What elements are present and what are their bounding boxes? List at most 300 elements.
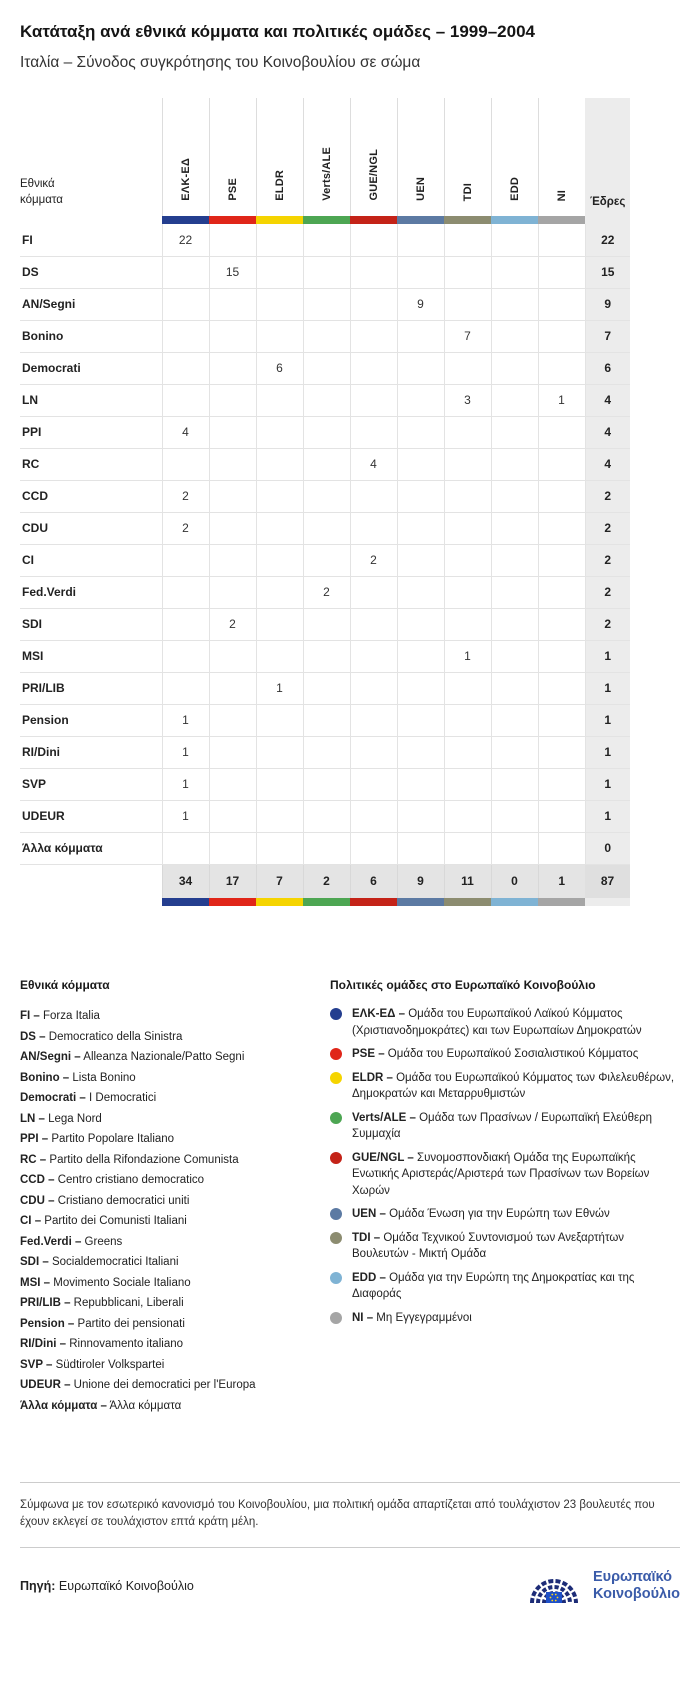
column-total-cell: 0 <box>491 864 538 898</box>
party-abbr: Bonino – <box>20 1071 70 1084</box>
legend-section <box>20 978 680 1416</box>
column-total-cell: 6 <box>350 864 397 898</box>
seat-count-cell <box>303 704 350 736</box>
source-value: Ευρωπαϊκό Κοινοβούλιο <box>55 1579 194 1593</box>
party-name-cell: Pension <box>20 704 162 736</box>
seat-count-cell: 4 <box>350 448 397 480</box>
seat-count-cell <box>303 544 350 576</box>
group-legend-item <box>330 1110 680 1143</box>
row-total-cell: 6 <box>585 352 630 384</box>
seat-count-cell <box>303 256 350 288</box>
column-total-cell: 11 <box>444 864 491 898</box>
seat-count-cell <box>209 416 256 448</box>
group-column-header <box>209 98 256 216</box>
group-legend-item <box>330 1070 680 1103</box>
seat-count-cell <box>256 288 303 320</box>
table-row <box>20 576 630 608</box>
group-color-dot <box>330 1048 342 1060</box>
party-legend-item: SVP – Südtiroler Volkspartei <box>20 1358 165 1371</box>
group-color-dot <box>330 1208 342 1220</box>
table-row <box>20 608 630 640</box>
party-name-cell: RI/Dini <box>20 736 162 768</box>
column-total-cell: 34 <box>162 864 209 898</box>
seat-count-cell <box>162 288 209 320</box>
legend-parties-list <box>20 1006 330 1416</box>
group-abbr: TDI – <box>352 1231 381 1244</box>
seat-count-cell <box>303 416 350 448</box>
party-name-cell: PPI <box>20 416 162 448</box>
seat-count-cell <box>444 512 491 544</box>
seat-count-cell <box>397 704 444 736</box>
seat-count-cell <box>491 320 538 352</box>
seat-count-cell <box>444 672 491 704</box>
seat-count-cell <box>444 736 491 768</box>
group-legend-item <box>330 1046 680 1063</box>
seat-count-cell: 22 <box>162 224 209 256</box>
row-total-cell: 9 <box>585 288 630 320</box>
seat-count-cell <box>209 640 256 672</box>
seat-count-cell: 1 <box>162 736 209 768</box>
party-abbr: CCD – <box>20 1174 55 1186</box>
group-column-header <box>538 98 585 216</box>
seat-count-cell: 1 <box>538 384 585 416</box>
party-abbr: DS – <box>20 1030 46 1043</box>
seat-count-cell <box>256 448 303 480</box>
seat-count-cell <box>209 384 256 416</box>
group-color-bar <box>491 898 538 906</box>
table-row <box>20 512 630 544</box>
seat-count-cell: 2 <box>303 576 350 608</box>
seat-count-cell: 2 <box>162 480 209 512</box>
party-abbr: LN – <box>20 1112 45 1125</box>
group-legend-item <box>330 1150 680 1200</box>
row-total-cell: 1 <box>585 640 630 672</box>
group-color-bar <box>162 216 209 224</box>
seat-count-cell <box>538 352 585 384</box>
group-legend-text: ΕΛΚ-ΕΔ – Ομάδα του Ευρωπαϊκού Λαϊκού Κόμματος (Χριστιανοδημοκράτες) και των Ευρωπαίων Δημοκρατών <box>352 1008 642 1037</box>
party-name-cell: PRI/LIB <box>20 672 162 704</box>
table-row <box>20 544 630 576</box>
seat-count-cell <box>303 800 350 832</box>
party-name-cell: CDU <box>20 512 162 544</box>
seat-count-cell <box>444 416 491 448</box>
totals-row <box>20 864 630 898</box>
table-row <box>20 416 630 448</box>
seat-count-cell <box>162 672 209 704</box>
party-abbr: PPI – <box>20 1133 49 1145</box>
seat-count-cell <box>162 352 209 384</box>
column-total-cell: 1 <box>538 864 585 898</box>
seat-count-cell: 15 <box>209 256 256 288</box>
seat-count-cell <box>303 320 350 352</box>
group-column-label: Verts/ALE <box>320 147 333 201</box>
column-total-cell: 17 <box>209 864 256 898</box>
seat-count-cell <box>256 544 303 576</box>
seat-count-cell <box>538 224 585 256</box>
group-legend-item <box>330 1006 680 1039</box>
seat-count-cell <box>538 800 585 832</box>
seat-count-cell <box>209 512 256 544</box>
table-header-row <box>20 98 630 216</box>
group-column-label: GUE/NGL <box>367 149 380 201</box>
row-total-cell: 1 <box>585 800 630 832</box>
row-total-cell: 4 <box>585 448 630 480</box>
party-name-cell: FI <box>20 224 162 256</box>
party-abbr: RI/Dini – <box>20 1338 67 1350</box>
seat-count-cell <box>350 512 397 544</box>
seat-count-cell <box>350 576 397 608</box>
group-column-label: TDI <box>461 182 474 201</box>
seat-count-cell <box>256 320 303 352</box>
seat-count-cell <box>444 288 491 320</box>
party-abbr: AN/Segni – <box>20 1051 81 1063</box>
party-legend-item: PRI/LIB – Repubblicani, Liberali <box>20 1297 184 1309</box>
table-row <box>20 640 630 672</box>
seat-count-cell <box>209 800 256 832</box>
group-legend-text: GUE/NGL – Συνομοσπονδιακή Ομάδα της Ευρωπαϊκής Ενωτικής Αριστεράς/Αριστερά των Πρασίνων των Βορείων Χωρών <box>352 1151 650 1197</box>
group-abbr: EDD – <box>352 1271 386 1284</box>
seat-count-cell <box>397 256 444 288</box>
table-row <box>20 352 630 384</box>
seats-table <box>20 98 630 906</box>
party-abbr: MSI – <box>20 1276 51 1289</box>
row-total-cell: 0 <box>585 832 630 864</box>
seat-count-cell <box>303 352 350 384</box>
group-abbr: ELDR – <box>352 1071 393 1084</box>
group-column-label: ΕΛΚ-ΕΔ <box>179 158 192 201</box>
seat-count-cell <box>350 704 397 736</box>
seat-count-cell <box>397 512 444 544</box>
seat-count-cell <box>303 448 350 480</box>
group-column-header <box>162 98 209 216</box>
seat-count-cell <box>303 512 350 544</box>
eu-flag-icon <box>546 1592 562 1603</box>
footer-divider-top <box>20 1482 680 1483</box>
group-color-dot <box>330 1312 342 1324</box>
group-color-dot <box>330 1112 342 1124</box>
seat-count-cell <box>397 800 444 832</box>
seat-count-cell <box>397 576 444 608</box>
group-legend-item <box>330 1270 680 1303</box>
group-abbr: ΕΛΚ-ΕΔ – <box>352 1008 406 1020</box>
seat-count-cell <box>397 608 444 640</box>
seat-count-cell <box>538 512 585 544</box>
seat-count-cell <box>491 672 538 704</box>
seat-count-cell <box>303 832 350 864</box>
legend-groups <box>330 978 680 1416</box>
seat-count-cell: 6 <box>256 352 303 384</box>
table-row <box>20 768 630 800</box>
seat-count-cell <box>397 480 444 512</box>
party-name-cell: CI <box>20 544 162 576</box>
seat-count-cell <box>538 256 585 288</box>
seat-count-cell <box>491 224 538 256</box>
table-row <box>20 480 630 512</box>
seat-count-cell <box>209 544 256 576</box>
group-column-header <box>397 98 444 216</box>
row-total-cell: 2 <box>585 544 630 576</box>
seat-count-cell <box>491 608 538 640</box>
row-total-cell: 15 <box>585 256 630 288</box>
table-row <box>20 288 630 320</box>
party-abbr: UDEUR – <box>20 1379 71 1391</box>
group-column-header <box>491 98 538 216</box>
table-row <box>20 256 630 288</box>
group-abbr: PSE – <box>352 1048 385 1060</box>
table-row <box>20 800 630 832</box>
seat-count-cell <box>444 544 491 576</box>
seat-count-cell <box>444 704 491 736</box>
seat-count-cell <box>350 224 397 256</box>
seat-count-cell: 2 <box>209 608 256 640</box>
group-color-dot <box>330 1232 342 1244</box>
group-color-bar <box>350 216 397 224</box>
party-legend-item: Άλλα κόμματα – Άλλα κόμματα <box>20 1399 182 1412</box>
source-line <box>20 1579 194 1593</box>
seat-count-cell <box>491 416 538 448</box>
seat-count-cell <box>303 768 350 800</box>
group-column-label: UEN <box>414 177 427 201</box>
seat-count-cell <box>162 256 209 288</box>
row-total-cell: 2 <box>585 480 630 512</box>
seat-count-cell <box>491 576 538 608</box>
seat-count-cell <box>256 800 303 832</box>
seat-count-cell <box>303 384 350 416</box>
seat-count-cell <box>303 736 350 768</box>
group-color-bar <box>397 898 444 906</box>
group-color-dot <box>330 1008 342 1020</box>
footer-note: Σύμφωνα με τον εσωτερικό κανονισμό του Κοινοβουλίου, μια πολιτική ομάδα απαρτίζεται από τουλάχιστον 23 βουλευτές που έχουν εκλεγεί σε τουλάχιστον επτά κράτη μέλη. <box>20 1499 655 1528</box>
party-name-cell: MSI <box>20 640 162 672</box>
table-row <box>20 736 630 768</box>
column-total-cell: 7 <box>256 864 303 898</box>
party-legend-item: SDI – Socialdemocratici Italiani <box>20 1256 179 1268</box>
seat-count-cell <box>397 320 444 352</box>
party-legend-item: CCD – Centro cristiano democratico <box>20 1174 205 1186</box>
row-total-cell: 2 <box>585 576 630 608</box>
seat-count-cell <box>209 448 256 480</box>
seat-count-cell <box>491 544 538 576</box>
source-row <box>20 1564 680 1608</box>
seat-count-cell <box>538 320 585 352</box>
seat-count-cell <box>491 704 538 736</box>
table-row <box>20 384 630 416</box>
seat-count-cell <box>162 576 209 608</box>
seat-count-cell <box>491 448 538 480</box>
party-name-cell: UDEUR <box>20 800 162 832</box>
group-abbr: GUE/NGL – <box>352 1151 414 1164</box>
seat-count-cell <box>209 768 256 800</box>
seat-count-cell <box>491 384 538 416</box>
seat-count-cell <box>350 608 397 640</box>
group-column-header <box>444 98 491 216</box>
seat-count-cell <box>350 640 397 672</box>
group-column-header <box>350 98 397 216</box>
row-total-cell: 1 <box>585 736 630 768</box>
seat-count-cell <box>256 512 303 544</box>
seat-count-cell <box>491 768 538 800</box>
group-column-label: EDD <box>508 177 521 201</box>
seat-count-cell <box>491 480 538 512</box>
row-total-cell: 1 <box>585 704 630 736</box>
group-color-bar <box>538 898 585 906</box>
seat-count-cell <box>256 480 303 512</box>
party-abbr: PRI/LIB – <box>20 1297 71 1309</box>
party-abbr: RC – <box>20 1153 47 1166</box>
seat-count-cell <box>444 576 491 608</box>
seat-count-cell <box>162 448 209 480</box>
seat-count-cell <box>303 640 350 672</box>
group-color-dot <box>330 1272 342 1284</box>
seat-count-cell <box>256 736 303 768</box>
seat-count-cell <box>209 480 256 512</box>
row-total-cell: 2 <box>585 608 630 640</box>
party-name-cell: SVP <box>20 768 162 800</box>
seat-count-cell <box>303 288 350 320</box>
group-legend-item <box>330 1310 680 1327</box>
seat-count-cell <box>397 224 444 256</box>
seat-count-cell <box>303 480 350 512</box>
group-color-bar <box>209 216 256 224</box>
seat-count-cell <box>256 704 303 736</box>
group-legend-item <box>330 1206 680 1223</box>
group-legend-text: ELDR – Ομάδα του Ευρωπαϊκού Κόμματος των Φιλελευθέρων, Δημοκρατών και Μεταρρυθμιστών <box>352 1071 675 1100</box>
legend-parties-heading: Εθνικά κόμματα <box>20 978 110 992</box>
seat-count-cell <box>444 768 491 800</box>
row-total-cell: 4 <box>585 384 630 416</box>
seat-count-cell <box>256 384 303 416</box>
seat-count-cell: 1 <box>162 800 209 832</box>
seat-count-cell: 1 <box>162 704 209 736</box>
group-color-bar <box>256 216 303 224</box>
party-legend-item: UDEUR – Unione dei democratici per l'Europa <box>20 1379 256 1391</box>
seat-count-cell: 4 <box>162 416 209 448</box>
seat-count-cell <box>303 672 350 704</box>
seat-count-cell <box>256 224 303 256</box>
party-legend-item: CDU – Cristiano democratici uniti <box>20 1194 190 1207</box>
seat-count-cell <box>538 576 585 608</box>
group-legend-text: PSE – Ομάδα του Ευρωπαϊκού Σοσιαλιστικού Κόμματος <box>352 1048 639 1060</box>
group-color-bar <box>444 898 491 906</box>
seat-count-cell <box>491 352 538 384</box>
party-legend-item: PPI – Partito Popolare Italiano <box>20 1133 175 1145</box>
seat-count-cell <box>491 736 538 768</box>
seat-count-cell <box>444 256 491 288</box>
seat-count-cell <box>209 704 256 736</box>
seat-count-cell: 1 <box>256 672 303 704</box>
party-name-cell: DS <box>20 256 162 288</box>
group-color-bar <box>444 216 491 224</box>
seat-count-cell <box>491 256 538 288</box>
party-abbr: FI – <box>20 1010 40 1022</box>
group-abbr: Verts/ALE – <box>352 1111 416 1124</box>
party-legend-item: Pension – Partito dei pensionati <box>20 1317 185 1330</box>
seat-count-cell <box>397 768 444 800</box>
party-abbr: SVP – <box>20 1358 53 1371</box>
seat-count-cell <box>397 672 444 704</box>
seat-count-cell <box>256 640 303 672</box>
group-color-bar <box>256 898 303 906</box>
ep-logo-text-line2: Κοινοβούλιο <box>592 1586 680 1602</box>
row-total-cell: 4 <box>585 416 630 448</box>
seat-count-cell <box>538 288 585 320</box>
seat-count-cell <box>162 384 209 416</box>
party-legend-item: CI – Partito dei Comunisti Italiani <box>20 1215 187 1227</box>
seat-count-cell <box>538 768 585 800</box>
seat-count-cell: 2 <box>350 544 397 576</box>
seat-count-cell <box>397 544 444 576</box>
table-row <box>20 320 630 352</box>
seat-count-cell <box>256 832 303 864</box>
seat-count-cell <box>491 288 538 320</box>
group-color-bar <box>162 898 209 906</box>
party-legend-item: RI/Dini – Rinnovamento italiano <box>20 1338 184 1350</box>
party-legend-item: LN – Lega Nord <box>20 1112 102 1125</box>
seat-count-cell <box>209 320 256 352</box>
seat-count-cell <box>256 576 303 608</box>
group-color-bar <box>303 898 350 906</box>
party-name-cell: Democrati <box>20 352 162 384</box>
seat-count-cell <box>303 608 350 640</box>
seat-count-cell <box>350 768 397 800</box>
seat-count-cell <box>350 320 397 352</box>
group-color-bar <box>350 898 397 906</box>
seat-count-cell <box>397 736 444 768</box>
seat-count-cell <box>538 480 585 512</box>
group-column-label: PSE <box>226 178 239 201</box>
seat-count-cell <box>350 672 397 704</box>
seat-count-cell <box>350 288 397 320</box>
party-name-cell: LN <box>20 384 162 416</box>
group-color-bar <box>209 898 256 906</box>
table-row <box>20 832 630 864</box>
party-abbr: Άλλα κόμματα – <box>20 1399 107 1412</box>
seat-count-cell <box>444 480 491 512</box>
group-legend-text: EDD – Ομάδα για την Ευρώπη της Δημοκρατίας και της Διαφοράς <box>352 1271 635 1300</box>
group-column-label: NI <box>555 189 568 201</box>
seat-count-cell <box>350 416 397 448</box>
page-subtitle: Ιταλία – Σύνοδος συγκρότησης του Κοινοβουλίου σε σώμα <box>20 54 421 71</box>
seat-count-cell <box>538 672 585 704</box>
seat-count-cell <box>209 832 256 864</box>
group-abbr: NI – <box>352 1311 374 1324</box>
seat-count-cell <box>444 448 491 480</box>
seat-count-cell <box>256 768 303 800</box>
seat-count-cell <box>209 224 256 256</box>
party-name-cell: CCD <box>20 480 162 512</box>
seat-count-cell <box>162 608 209 640</box>
seat-count-cell <box>397 384 444 416</box>
seat-count-cell <box>162 320 209 352</box>
seat-count-cell <box>162 544 209 576</box>
seats-column-header <box>585 98 630 216</box>
group-color-bar <box>397 216 444 224</box>
grand-total-cell: 87 <box>585 864 630 898</box>
table-row <box>20 224 630 256</box>
seat-count-cell: 2 <box>162 512 209 544</box>
party-legend-item: Democrati – I Democratici <box>20 1092 157 1104</box>
party-abbr: Pension – <box>20 1317 75 1330</box>
seat-count-cell <box>209 288 256 320</box>
seat-count-cell <box>538 448 585 480</box>
seat-count-cell: 9 <box>397 288 444 320</box>
color-bar-row <box>20 898 630 906</box>
party-abbr: CI – <box>20 1215 42 1227</box>
group-column-header <box>303 98 350 216</box>
group-column-label: ELDR <box>273 170 286 201</box>
seat-count-cell <box>209 736 256 768</box>
column-total-cell: 9 <box>397 864 444 898</box>
